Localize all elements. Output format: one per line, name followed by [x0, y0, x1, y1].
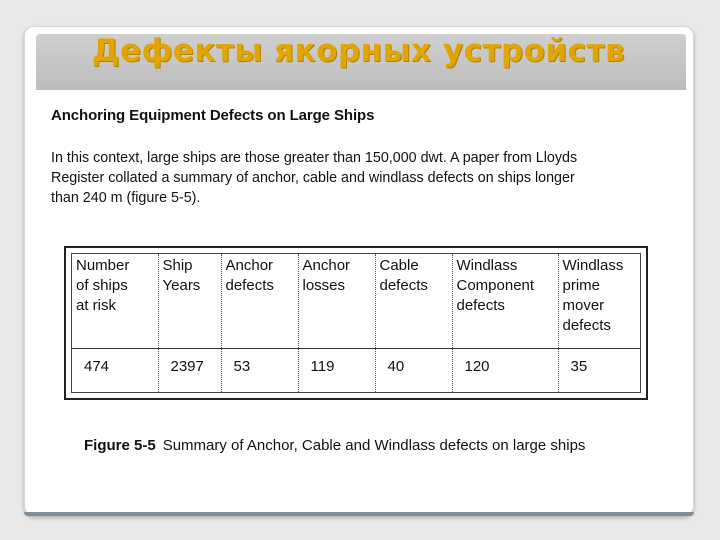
header-line: Ship	[162, 257, 193, 274]
paragraph-line: Register collated a summary of anchor, cable and windlass defects on ships longer	[51, 170, 575, 186]
header-line: Windlass	[562, 257, 624, 274]
slide-title: Дефекты якорных устройств	[92, 33, 626, 69]
defects-table	[72, 254, 640, 392]
header-line: Windlass	[456, 257, 518, 274]
paragraph-line: than 240 m (figure 5-5).	[51, 190, 201, 206]
header-line: Years	[162, 277, 201, 294]
document-heading: Anchoring Equipment Defects on Large Ships	[51, 107, 375, 124]
header-line: losses	[302, 277, 346, 294]
header-line: prime	[562, 277, 601, 294]
figure-caption-text: Summary of Anchor, Cable and Windlass defects on large ships	[162, 437, 586, 454]
figure-caption	[84, 437, 585, 454]
table-header-cell	[558, 254, 640, 349]
table-header-cell	[158, 254, 221, 349]
header-line: Cable	[379, 257, 419, 274]
header-line: at risk	[76, 297, 117, 314]
header-line: of ships	[76, 277, 128, 294]
table-cell: 2397	[158, 349, 221, 393]
scanned-document	[36, 90, 686, 462]
header-line: defects	[456, 297, 505, 314]
table-cell: 474	[84, 358, 110, 375]
header-line: Component	[456, 277, 535, 294]
header-line: Anchor	[225, 257, 274, 274]
defects-table-frame	[64, 246, 648, 400]
table-header-cell	[221, 254, 298, 349]
header-line: Anchor	[302, 257, 351, 274]
table-header-cell	[452, 254, 558, 349]
slide-bottom-border	[24, 512, 694, 516]
defects-table-inner	[71, 253, 641, 393]
table-cell: 120	[452, 349, 558, 393]
table-header-cell	[298, 254, 375, 349]
document-paragraph	[51, 148, 666, 208]
header-line: defects	[225, 277, 274, 294]
figure-label: Figure 5-5	[84, 437, 156, 454]
table-header-cell	[375, 254, 452, 349]
table-header-cell	[72, 254, 158, 349]
table-row	[72, 349, 640, 393]
paragraph-line: In this context, large ships are those greater than 150,000 dwt. A paper from Lloyds	[51, 150, 578, 166]
header-line: defects	[562, 317, 611, 334]
header-line: defects	[379, 277, 428, 294]
header-line: mover	[562, 297, 605, 314]
table-cell: 53	[221, 349, 298, 393]
header-line: Number	[76, 257, 130, 274]
table-header-row	[72, 254, 640, 349]
table-cell: 40	[375, 349, 452, 393]
table-cell: 119	[298, 349, 375, 393]
table-cell: 35	[558, 349, 640, 393]
